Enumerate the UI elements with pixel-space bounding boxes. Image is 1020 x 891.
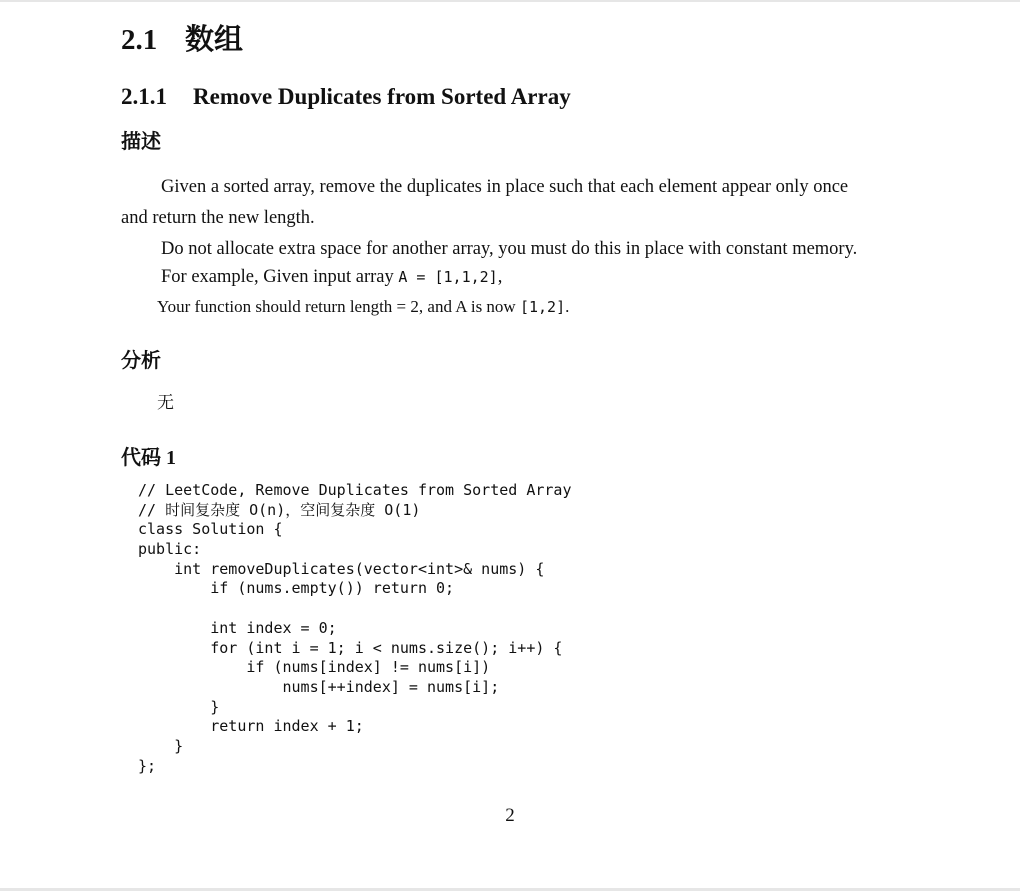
return-text-end: .	[565, 297, 570, 316]
code-line: // LeetCode, Remove Duplicates from Sorted Array	[138, 481, 572, 499]
analysis-body: 无	[157, 393, 174, 413]
section-title: 数组	[185, 24, 244, 56]
description-paragraph-2: Do not allocate extra space for another array, you must do this in place with constant memory.	[161, 239, 858, 259]
code-line: }	[138, 736, 184, 755]
code-line: if (nums[index] != nums[i])	[138, 658, 491, 677]
example-array-code: A = [1,1,2]	[398, 268, 498, 286]
code-line: class Solution {	[138, 520, 283, 539]
code-line: // 时间复杂度 O(n)，空间复杂度 O(1)	[138, 500, 421, 519]
page-top-edge	[0, 0, 1020, 2]
code-line: public:	[138, 540, 202, 559]
code-line: }	[138, 697, 220, 716]
code-listing	[138, 481, 571, 776]
return-array-code: [1,2]	[519, 298, 566, 316]
description-paragraph-1-line-1: Given a sorted array, remove the duplicates in place such that each element appear only once	[161, 177, 849, 197]
description-paragraph-1-line-2: and return the new length.	[121, 208, 315, 228]
example-text: For example, Given input array	[161, 267, 399, 287]
example-text-end: ,	[497, 267, 503, 287]
section-number: 2.1	[121, 24, 158, 56]
subsection-title: Remove Duplicates from Sorted Array	[193, 84, 571, 109]
code-line: if (nums.empty()) return 0;	[138, 579, 455, 598]
subsection-heading	[121, 82, 571, 112]
code-line: };	[138, 756, 157, 775]
description-heading: 描述	[121, 131, 161, 153]
code-line: int removeDuplicates(vector<int>& nums) {	[138, 559, 545, 578]
subsection-number: 2.1.1	[121, 84, 167, 109]
description-paragraph-3	[161, 264, 502, 290]
code-heading: 代码 1	[121, 447, 176, 469]
code-line: for (int i = 1; i < nums.size(); i++) {	[138, 638, 563, 657]
description-paragraph-4	[157, 294, 569, 320]
code-line: nums[++index] = nums[i];	[138, 677, 500, 696]
code-line: return index + 1;	[138, 717, 364, 736]
section-heading	[121, 20, 243, 60]
return-text: Your function should return length = 2, and A is now	[157, 297, 520, 316]
page-number: 2	[505, 805, 515, 826]
analysis-heading: 分析	[121, 350, 161, 372]
code-line	[138, 599, 571, 619]
code-line: int index = 0;	[138, 618, 337, 637]
